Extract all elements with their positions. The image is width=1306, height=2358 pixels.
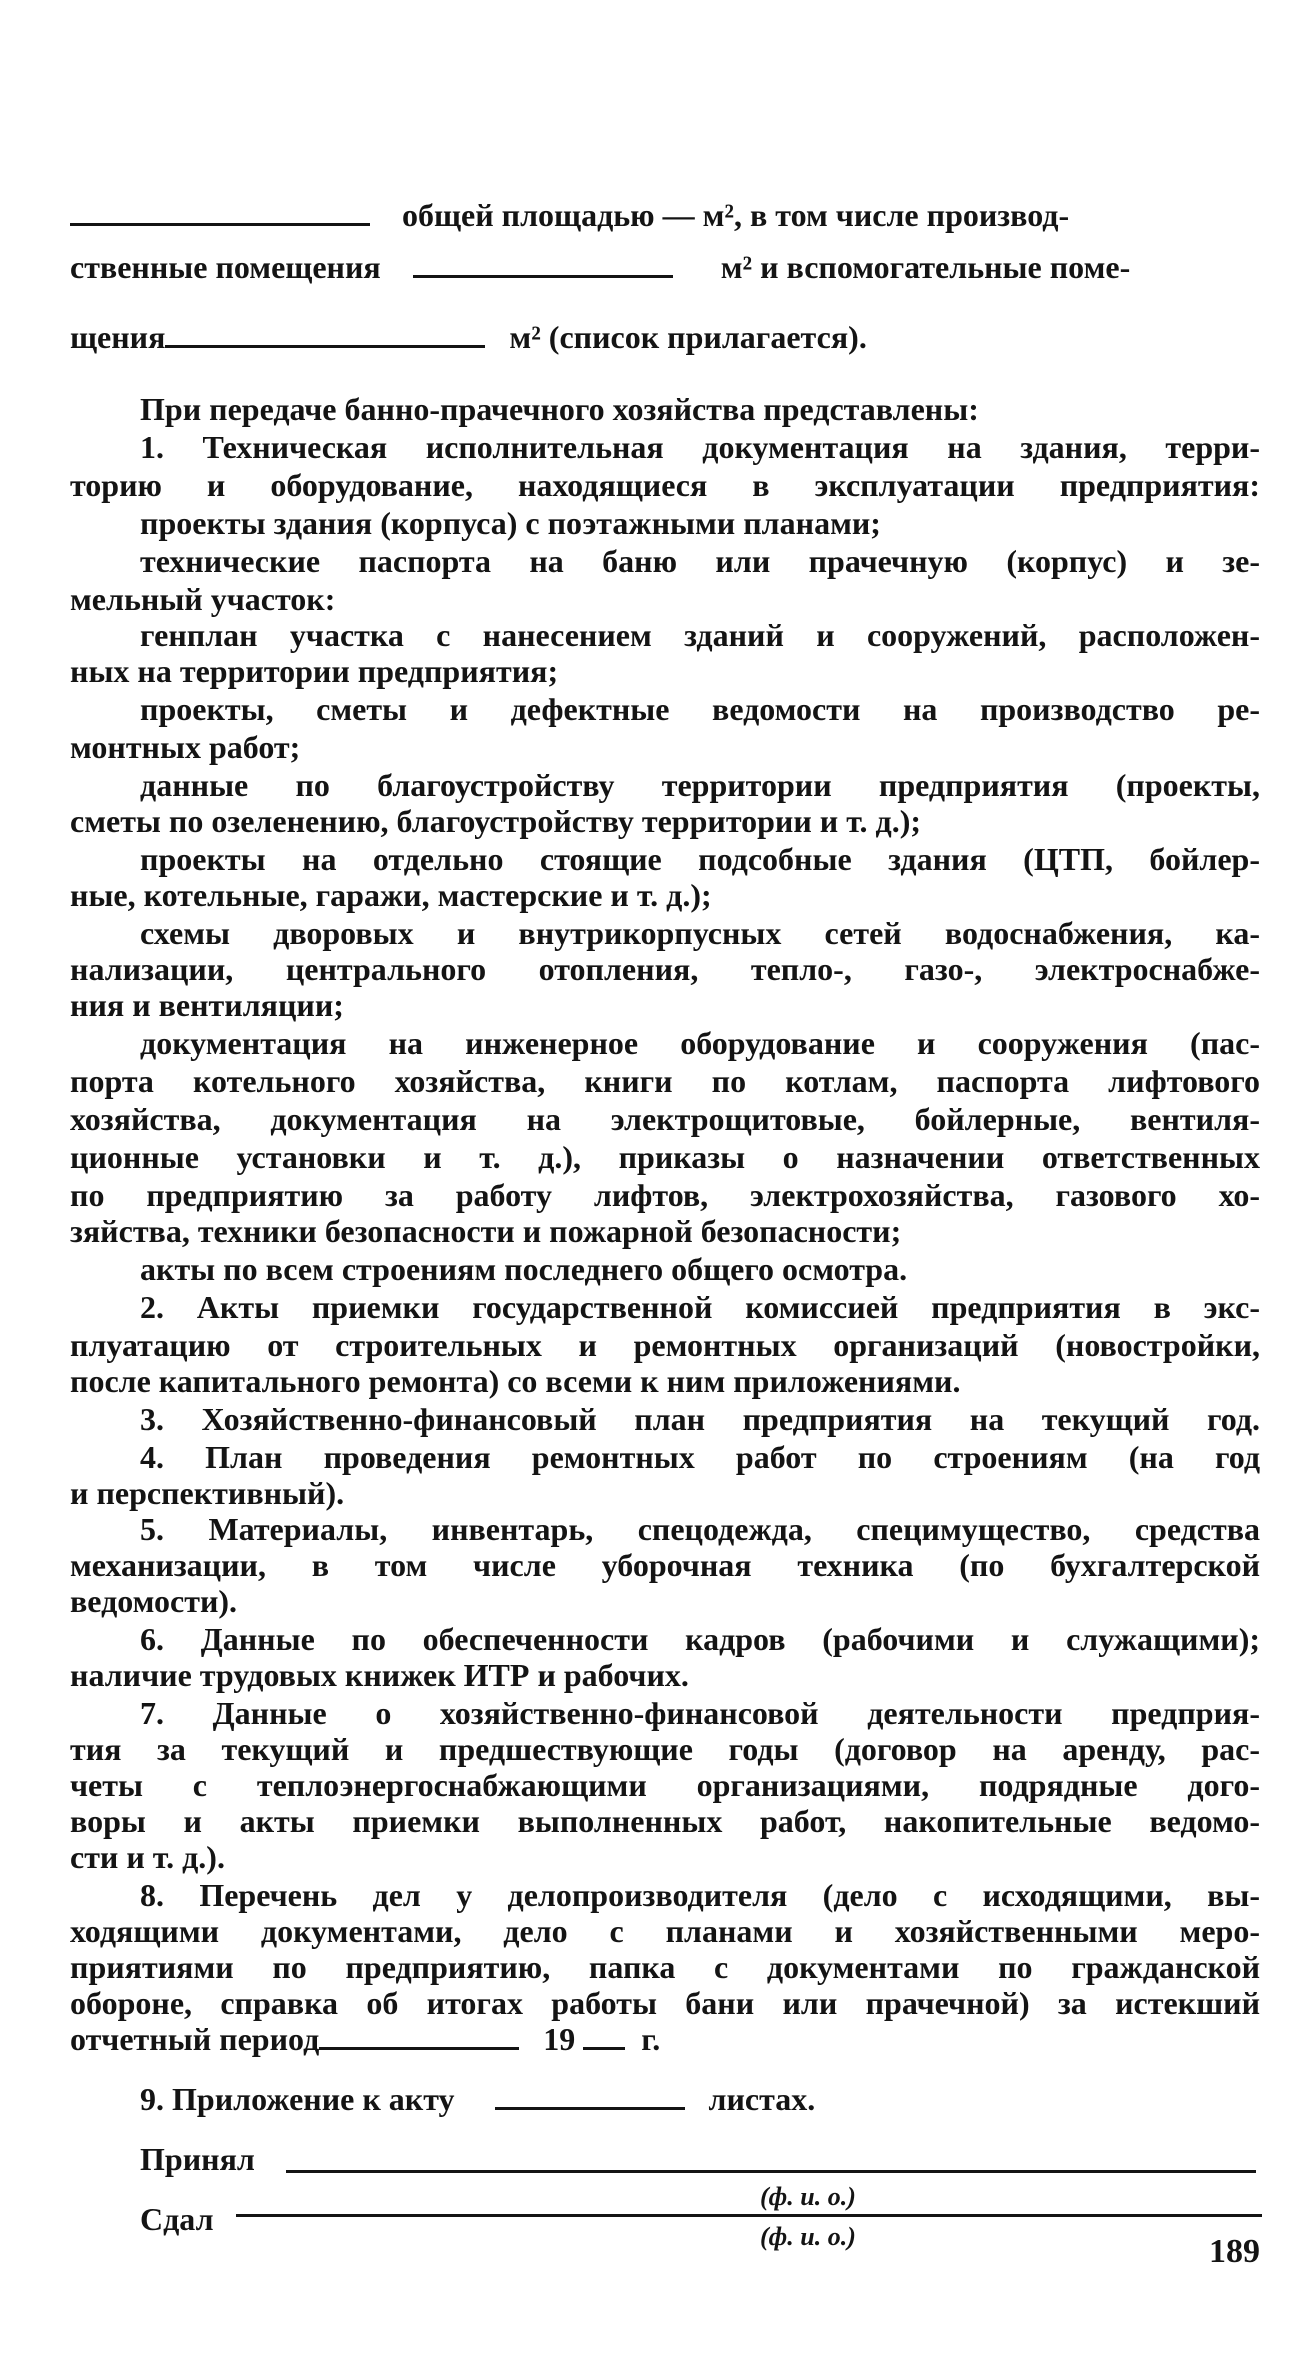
header-line-2-b: м² и вспомогательные поме- [720, 249, 1131, 285]
body-line: ния и вентиляции; [70, 987, 344, 1023]
body-line: и перспективный). [70, 1475, 345, 1511]
header-line-2-a: ственные помещения [70, 249, 381, 285]
body-line: ведомости). [70, 1583, 238, 1619]
accepted-caption: (ф. и. о.) [760, 2182, 856, 2211]
body-line: проекты, сметы и дефектные ведомости на производство ре- [140, 691, 1260, 727]
body-line: 7. Данные о хозяйственно-финансовой деятельности предприя- [140, 1695, 1260, 1731]
header-line-3-b: м² (список прилагается). [509, 319, 867, 355]
body-line: 6. Данные по обеспеченности кадров (рабочими и служащими); [140, 1621, 1260, 1657]
body-line: данные по благоустройству территории предприятия (проекты, [140, 767, 1260, 803]
body-line: ходящими документами, дело с планами и хозяйственными меро- [70, 1913, 1260, 1949]
handed-label: Сдал [140, 2201, 214, 2237]
body-line: схемы дворовых и внутрикорпусных сетей водоснабжения, ка- [140, 915, 1260, 951]
body-line: сметы по озеленению, благоустройству территории и т. д.); [70, 803, 922, 839]
body-line: 1. Техническая исполнительная документация на здания, терри- [140, 429, 1260, 465]
body-line: воры и акты приемки выполненных работ, накопительные ведомо- [70, 1803, 1260, 1839]
accepted-signature-line [286, 2170, 1256, 2173]
period-label: отчетный период [70, 2021, 320, 2057]
body-line: 8. Перечень дел у делопроизводителя (дело с исходящими, вы- [140, 1877, 1260, 1913]
body-line: технические паспорта на баню или прачечную (корпус) и зе- [140, 543, 1260, 579]
blank-sheets [495, 2083, 685, 2110]
body-line: сти и т. д.). [70, 1839, 225, 1875]
header-line-3-a: щения [70, 319, 166, 355]
page-number: 189 [1209, 2233, 1260, 2270]
blank-year [583, 2023, 625, 2050]
blank-production-area [413, 251, 673, 278]
header-line-1 [70, 196, 1260, 234]
body-line: мельный участок: [70, 581, 336, 617]
body-line: приятиями по предприятию, папка с документами по гражданской [70, 1949, 1260, 1985]
body-line: наличие трудовых книжек ИТР и рабочих. [70, 1657, 689, 1693]
handed-caption: (ф. и. о.) [760, 2222, 856, 2251]
body-line: ных на территории предприятия; [70, 653, 559, 689]
header-line-2 [70, 248, 1260, 286]
body-line: ные, котельные, гаражи, мастерские и т. д.); [70, 877, 712, 913]
body-line: четы с теплоэнергоснабжающими организациями, подрядные дого- [70, 1767, 1260, 1803]
body-line: нализации, центрального отопления, тепло-, газо-, электроснабже- [70, 951, 1260, 987]
body-line: после капитального ремонта) со всеми к ним приложениями. [70, 1363, 961, 1399]
appendix-suffix: листах. [708, 2081, 816, 2117]
body-line: хозяйства, документация на электрощитовые, бойлерные, вентиля- [70, 1101, 1260, 1137]
body-line: механизации, в том числе уборочная техника (по бухгалтерской [70, 1547, 1260, 1583]
body-line: плуатацию от строительных и ремонтных организаций (новостройки, [70, 1327, 1260, 1363]
year-prefix: 19 [543, 2021, 576, 2057]
body-line: ционные установки и т. д.), приказы о назначении ответственных [70, 1139, 1260, 1175]
body-line: торию и оборудование, находящиеся в эксплуатации предприятия: [70, 467, 1260, 503]
body-line: акты по всем строениям последнего общего осмотра. [140, 1251, 908, 1287]
header-line-1-text: общей площадью — м², в том числе производ- [402, 197, 1070, 233]
body-line: тия за текущий и предшествующие годы (договор на аренду, рас- [70, 1731, 1260, 1767]
body-line: 5. Материалы, инвентарь, спецодежда, специмущество, средства [140, 1511, 1260, 1547]
period-line [70, 2020, 1260, 2058]
year-suffix: г. [641, 2021, 661, 2057]
header-line-3 [70, 318, 1260, 356]
body-line: порта котельного хозяйства, книги по котлам, паспорта лифтового [70, 1063, 1260, 1099]
body-line: документация на инженерное оборудование и сооружения (пас- [140, 1025, 1260, 1061]
accepted-label: Принял [140, 2141, 255, 2177]
blank-period [319, 2023, 519, 2050]
body-line: проекты на отдельно стоящие подсобные здания (ЦТП, бойлер- [140, 841, 1260, 877]
body-line: 4. План проведения ремонтных работ по строениям (на год [140, 1439, 1260, 1475]
appendix-line [140, 2080, 1260, 2118]
body-line: 3. Хозяйственно-финансовый план предприятия на текущий год. [140, 1401, 1260, 1437]
appendix-label: 9. Приложение к акту [140, 2081, 455, 2117]
body-line: обороне, справка об итогах работы бани или прачечной) за истекший [70, 1985, 1260, 2021]
blank-auxiliary-area [165, 321, 485, 348]
intro-line: При передаче банно-прачечного хозяйства представлены: [140, 391, 979, 427]
body-line: зяйства, техники безопасности и пожарной безопасности; [70, 1213, 902, 1249]
body-line: монтных работ; [70, 729, 301, 765]
blank-total-area [70, 199, 370, 226]
body-line: генплан участка с нанесением зданий и сооружений, расположен- [140, 617, 1260, 653]
body-line: 2. Акты приемки государственной комиссией предприятия в экс- [140, 1289, 1260, 1325]
body-line: по предприятию за работу лифтов, электрохозяйства, газового хо- [70, 1177, 1260, 1213]
handed-signature-line [236, 2214, 1262, 2217]
body-line: проекты здания (корпуса) с поэтажными планами; [140, 505, 881, 541]
